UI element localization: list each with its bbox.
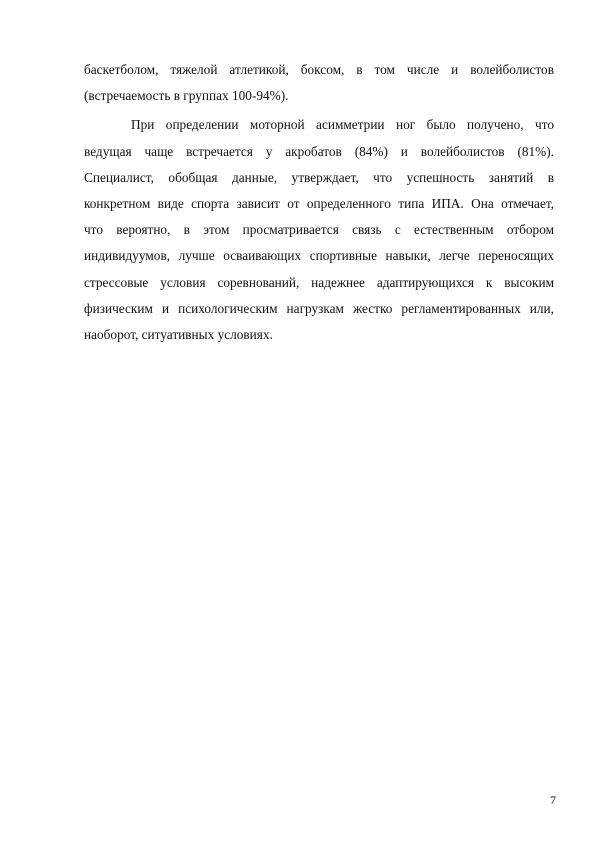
paragraph-1 — [84, 57, 554, 109]
text-line: конкретном виде спорта зависит от определенного типа ИПА. Она отмечает, — [84, 195, 554, 211]
text-line: ведущая чаще встречается у акробатов (84%) и волейболистов (81%). — [84, 143, 554, 159]
body-text — [84, 57, 554, 348]
text-line: физическим и психологическим нагрузкам жестко регламентированных или, — [84, 300, 554, 316]
text-line: стресcовые условия соревнований, надежнее адаптирующихся к высоким — [84, 274, 554, 290]
text-line: наоборот, ситуативных условиях. — [84, 326, 273, 342]
text-line: индивидуумов, лучше осваивающих спортивные навыки, легче переносящих — [84, 248, 554, 264]
text-line: Специалист, обобщая данные, утверждает, что успешность занятий в — [84, 169, 554, 185]
text-line: что вероятно, в этом просматривается связь с естественным отбором — [84, 222, 554, 238]
paragraph-2 — [84, 112, 554, 348]
text-line-indented: При определении моторной асимметрии ног было получено, что — [131, 117, 554, 133]
text-line: (встречаемость в группах 100-94%). — [84, 88, 289, 104]
text-line: баскетболом, тяжелой атлетикой, боксом, в том числе и волейболистов — [84, 62, 554, 77]
page-number: 7 — [550, 793, 556, 807]
